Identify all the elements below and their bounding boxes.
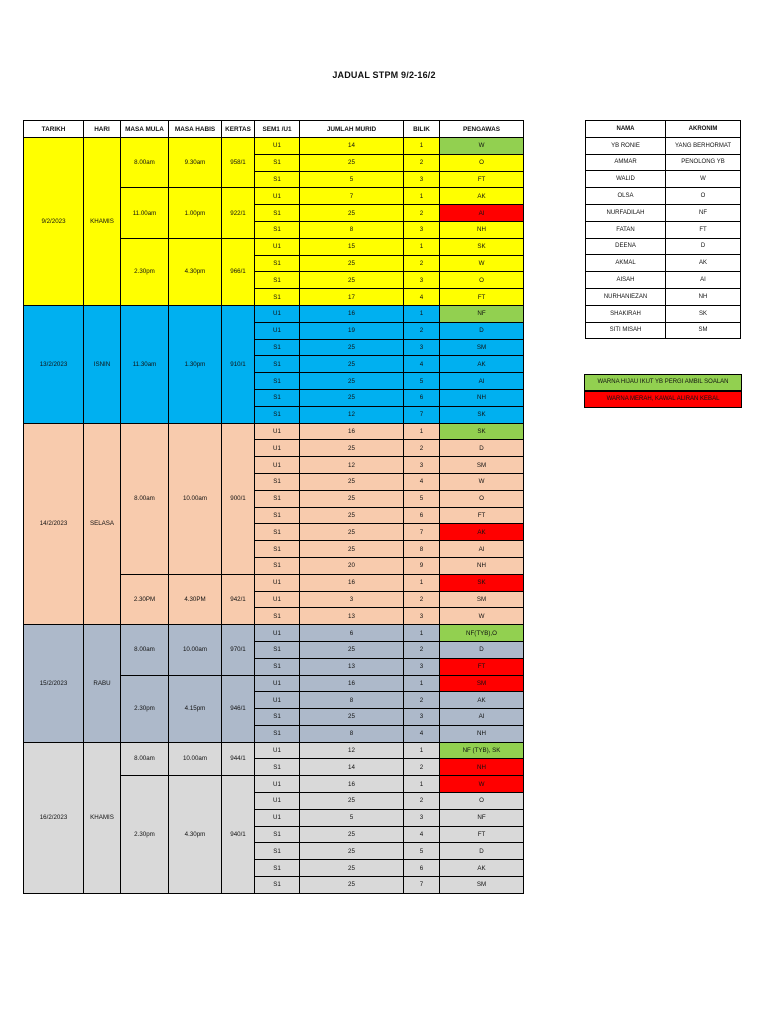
- table-row: [24, 138, 524, 155]
- student-count-cell: 16: [300, 574, 404, 591]
- invigilator-cell: AI: [440, 709, 524, 726]
- legend-acronym-cell: AI: [666, 272, 741, 289]
- student-count-cell: 25: [300, 440, 404, 457]
- semester-cell: U1: [255, 457, 300, 474]
- semester-cell: S1: [255, 356, 300, 373]
- semester-cell: S1: [255, 389, 300, 406]
- header-sem: SEM1 /U1: [255, 121, 300, 138]
- paper-code-cell: 944/1: [222, 742, 255, 776]
- day-cell: KHAMIS: [84, 742, 121, 893]
- room-cell: 2: [404, 641, 440, 658]
- semester-cell: U1: [255, 591, 300, 608]
- room-cell: 2: [404, 759, 440, 776]
- semester-cell: U1: [255, 793, 300, 810]
- legend-row: [586, 272, 741, 289]
- semester-cell: U1: [255, 423, 300, 440]
- invigilator-cell: SM: [440, 675, 524, 692]
- semester-cell: S1: [255, 826, 300, 843]
- start-time-cell: 11.00am: [121, 188, 169, 238]
- room-cell: 1: [404, 776, 440, 793]
- legend-header-row: [586, 121, 741, 138]
- legend-name-cell: NURHANIEZAN: [586, 288, 666, 305]
- legend-row: [586, 154, 741, 171]
- legend-name-cell: NURFADILAH: [586, 204, 666, 221]
- student-count-cell: 13: [300, 658, 404, 675]
- room-cell: 2: [404, 255, 440, 272]
- semester-cell: S1: [255, 860, 300, 877]
- header-jumlah-murid: JUMLAH MURID: [300, 121, 404, 138]
- room-cell: 3: [404, 171, 440, 188]
- end-time-cell: 9.30am: [169, 138, 222, 188]
- legend-name-cell: AMMAR: [586, 154, 666, 171]
- semester-cell: U1: [255, 742, 300, 759]
- room-cell: 1: [404, 188, 440, 205]
- semester-cell: S1: [255, 171, 300, 188]
- invigilator-cell: FT: [440, 289, 524, 306]
- end-time-cell: 10.00am: [169, 625, 222, 675]
- invigilator-cell: AI: [440, 373, 524, 390]
- student-count-cell: 25: [300, 826, 404, 843]
- student-count-cell: 19: [300, 322, 404, 339]
- invigilator-cell: O: [440, 793, 524, 810]
- invigilator-cell: FT: [440, 658, 524, 675]
- invigilator-cell: AK: [440, 860, 524, 877]
- paper-code-cell: 922/1: [222, 188, 255, 238]
- student-count-cell: 25: [300, 541, 404, 558]
- start-time-cell: 2.30pm: [121, 675, 169, 742]
- invigilator-cell: FT: [440, 171, 524, 188]
- student-count-cell: 25: [300, 641, 404, 658]
- room-cell: 4: [404, 725, 440, 742]
- paper-code-cell: 946/1: [222, 675, 255, 742]
- invigilator-cell: W: [440, 473, 524, 490]
- student-count-cell: 12: [300, 742, 404, 759]
- legend-acronym-cell: SM: [666, 322, 741, 339]
- student-count-cell: 25: [300, 877, 404, 894]
- room-cell: 3: [404, 272, 440, 289]
- legend-row: [586, 305, 741, 322]
- room-cell: 5: [404, 843, 440, 860]
- invigilator-cell: W: [440, 255, 524, 272]
- student-count-cell: 17: [300, 289, 404, 306]
- legend-name-cell: AKMAL: [586, 255, 666, 272]
- semester-cell: S1: [255, 272, 300, 289]
- student-count-cell: 25: [300, 255, 404, 272]
- invigilator-cell: AK: [440, 356, 524, 373]
- paper-code-cell: 958/1: [222, 138, 255, 188]
- student-count-cell: 25: [300, 205, 404, 222]
- semester-cell: U1: [255, 675, 300, 692]
- room-cell: 1: [404, 305, 440, 322]
- student-count-cell: 14: [300, 138, 404, 155]
- invigilator-cell: AK: [440, 692, 524, 709]
- legend-row: [586, 137, 741, 154]
- end-time-cell: 1.00pm: [169, 188, 222, 238]
- invigilator-cell: SK: [440, 574, 524, 591]
- semester-cell: S1: [255, 255, 300, 272]
- student-count-cell: 12: [300, 406, 404, 423]
- room-cell: 7: [404, 406, 440, 423]
- semester-cell: S1: [255, 557, 300, 574]
- semester-cell: S1: [255, 205, 300, 222]
- student-count-cell: 25: [300, 793, 404, 810]
- legend-acronym-cell: PENOLONG YB: [666, 154, 741, 171]
- semester-cell: S1: [255, 759, 300, 776]
- invigilator-cell: NH: [440, 389, 524, 406]
- student-count-cell: 16: [300, 423, 404, 440]
- invigilator-cell: FT: [440, 826, 524, 843]
- invigilator-cell: O: [440, 272, 524, 289]
- student-count-cell: 25: [300, 507, 404, 524]
- student-count-cell: 16: [300, 305, 404, 322]
- legend-header-nama: NAMA: [586, 121, 666, 138]
- paper-code-cell: 940/1: [222, 776, 255, 894]
- invigilator-cell: SM: [440, 877, 524, 894]
- invigilator-cell: W: [440, 138, 524, 155]
- student-count-cell: 25: [300, 860, 404, 877]
- invigilator-cell: NH: [440, 557, 524, 574]
- header-masa-habis: MASA HABIS: [169, 121, 222, 138]
- room-cell: 3: [404, 608, 440, 625]
- semester-cell: S1: [255, 641, 300, 658]
- date-cell: 15/2/2023: [24, 625, 84, 743]
- legend-acronym-cell: W: [666, 171, 741, 188]
- room-cell: 4: [404, 473, 440, 490]
- student-count-cell: 14: [300, 759, 404, 776]
- start-time-cell: 2.30PM: [121, 574, 169, 624]
- start-time-cell: 8.00am: [121, 625, 169, 675]
- room-cell: 5: [404, 373, 440, 390]
- note-red: WARNA MERAH, KAWAL ALIRAN KEBAL: [584, 391, 742, 408]
- student-count-cell: 25: [300, 356, 404, 373]
- legend-row: [586, 221, 741, 238]
- start-time-cell: 8.00am: [121, 423, 169, 574]
- semester-cell: S1: [255, 658, 300, 675]
- student-count-cell: 5: [300, 171, 404, 188]
- start-time-cell: 2.30pm: [121, 776, 169, 894]
- student-count-cell: 16: [300, 776, 404, 793]
- legend-acronym-cell: NH: [666, 288, 741, 305]
- invigilator-cell: NH: [440, 759, 524, 776]
- exam-schedule-table: [23, 120, 524, 894]
- student-count-cell: 25: [300, 473, 404, 490]
- semester-cell: S1: [255, 608, 300, 625]
- semester-cell: S1: [255, 490, 300, 507]
- header-masa-mula: MASA MULA: [121, 121, 169, 138]
- legend-acronym-cell: FT: [666, 221, 741, 238]
- legend-name-cell: DEENA: [586, 238, 666, 255]
- invigilator-cell: NF: [440, 305, 524, 322]
- room-cell: 7: [404, 877, 440, 894]
- invigilator-cell: SK: [440, 238, 524, 255]
- end-time-cell: 10.00am: [169, 423, 222, 574]
- invigilator-cell: NH: [440, 221, 524, 238]
- day-cell: RABU: [84, 625, 121, 743]
- semester-cell: S1: [255, 473, 300, 490]
- student-count-cell: 25: [300, 524, 404, 541]
- note-green: WARNA HIJAU IKUT YB PERGI AMBIL SOALAN: [584, 374, 742, 391]
- room-cell: 3: [404, 221, 440, 238]
- semester-cell: U1: [255, 692, 300, 709]
- student-count-cell: 25: [300, 389, 404, 406]
- semester-cell: S1: [255, 373, 300, 390]
- room-cell: 3: [404, 457, 440, 474]
- header-pengawas: PENGAWAS: [440, 121, 524, 138]
- header-row: [24, 121, 524, 138]
- semester-cell: S1: [255, 507, 300, 524]
- room-cell: 1: [404, 238, 440, 255]
- legend-header-akronim: AKRONIM: [666, 121, 741, 138]
- invigilator-cell: SM: [440, 339, 524, 356]
- room-cell: 2: [404, 591, 440, 608]
- invigilator-cell: O: [440, 490, 524, 507]
- legend-acronym-cell: O: [666, 188, 741, 205]
- start-time-cell: 11.30am: [121, 305, 169, 423]
- legend-acronym-cell: SK: [666, 305, 741, 322]
- invigilator-cell: D: [440, 843, 524, 860]
- student-count-cell: 13: [300, 608, 404, 625]
- invigilator-cell: AI: [440, 541, 524, 558]
- invigilator-cell: FT: [440, 507, 524, 524]
- semester-cell: S1: [255, 725, 300, 742]
- legend-row: [586, 238, 741, 255]
- room-cell: 1: [404, 423, 440, 440]
- paper-code-cell: 942/1: [222, 574, 255, 624]
- invigilator-cell: SK: [440, 423, 524, 440]
- table-row: [24, 423, 524, 440]
- end-time-cell: 4.30pm: [169, 238, 222, 305]
- semester-cell: S1: [255, 843, 300, 860]
- legend-name-cell: AISAH: [586, 272, 666, 289]
- semester-cell: U1: [255, 138, 300, 155]
- legend-acronym-cell: NF: [666, 204, 741, 221]
- room-cell: 6: [404, 507, 440, 524]
- student-count-cell: 25: [300, 373, 404, 390]
- student-count-cell: 3: [300, 591, 404, 608]
- legend-acronym-cell: YANG BERHORMAT: [666, 137, 741, 154]
- student-count-cell: 12: [300, 457, 404, 474]
- header-tarikh: TARIKH: [24, 121, 84, 138]
- legend-row: [586, 204, 741, 221]
- semester-cell: S1: [255, 221, 300, 238]
- schedule-body: [24, 138, 524, 894]
- invigilator-cell: O: [440, 154, 524, 171]
- end-time-cell: 1.30pm: [169, 305, 222, 423]
- student-count-cell: 8: [300, 221, 404, 238]
- room-cell: 4: [404, 356, 440, 373]
- invigilator-cell: NF (TYB), SK: [440, 742, 524, 759]
- room-cell: 8: [404, 541, 440, 558]
- invigilator-cell: D: [440, 322, 524, 339]
- invigilator-cell: AK: [440, 524, 524, 541]
- legend-name-cell: FATAN: [586, 221, 666, 238]
- end-time-cell: 10.00am: [169, 742, 222, 776]
- table-row: [24, 625, 524, 642]
- room-cell: 1: [404, 742, 440, 759]
- invigilator-cell: SM: [440, 591, 524, 608]
- semester-cell: S1: [255, 709, 300, 726]
- room-cell: 2: [404, 322, 440, 339]
- legend-row: [586, 322, 741, 339]
- legend-acronym-cell: D: [666, 238, 741, 255]
- legend-name-cell: WALID: [586, 171, 666, 188]
- paper-code-cell: 966/1: [222, 238, 255, 305]
- room-cell: 9: [404, 557, 440, 574]
- room-cell: 6: [404, 860, 440, 877]
- room-cell: 3: [404, 809, 440, 826]
- table-row: [24, 742, 524, 759]
- start-time-cell: 2.30pm: [121, 238, 169, 305]
- date-cell: 9/2/2023: [24, 138, 84, 306]
- end-time-cell: 4.15pm: [169, 675, 222, 742]
- student-count-cell: 25: [300, 843, 404, 860]
- paper-code-cell: 900/1: [222, 423, 255, 574]
- invigilator-cell: AK: [440, 188, 524, 205]
- invigilator-cell: NH: [440, 725, 524, 742]
- date-cell: 16/2/2023: [24, 742, 84, 893]
- semester-cell: S1: [255, 339, 300, 356]
- legend-row: [586, 255, 741, 272]
- acronym-legend-table: [585, 120, 741, 339]
- room-cell: 4: [404, 289, 440, 306]
- room-cell: 1: [404, 675, 440, 692]
- student-count-cell: 25: [300, 339, 404, 356]
- invigilator-cell: AI: [440, 205, 524, 222]
- start-time-cell: 8.00am: [121, 138, 169, 188]
- end-time-cell: 4.30pm: [169, 776, 222, 894]
- semester-cell: S1: [255, 406, 300, 423]
- semester-cell: U1: [255, 574, 300, 591]
- student-count-cell: 8: [300, 692, 404, 709]
- student-count-cell: 15: [300, 238, 404, 255]
- room-cell: 1: [404, 625, 440, 642]
- student-count-cell: 20: [300, 557, 404, 574]
- header-kertas: KERTAS: [222, 121, 255, 138]
- room-cell: 2: [404, 793, 440, 810]
- legend-body: [586, 137, 741, 339]
- student-count-cell: 5: [300, 809, 404, 826]
- paper-code-cell: 970/1: [222, 625, 255, 675]
- semester-cell: U1: [255, 809, 300, 826]
- semester-cell: U1: [255, 188, 300, 205]
- student-count-cell: 16: [300, 675, 404, 692]
- student-count-cell: 6: [300, 625, 404, 642]
- legend-name-cell: SITI MISAH: [586, 322, 666, 339]
- room-cell: 3: [404, 709, 440, 726]
- legend-row: [586, 188, 741, 205]
- semester-cell: S1: [255, 154, 300, 171]
- student-count-cell: 25: [300, 154, 404, 171]
- header-bilik: BILIK: [404, 121, 440, 138]
- semester-cell: U1: [255, 625, 300, 642]
- date-cell: 13/2/2023: [24, 305, 84, 423]
- semester-cell: U1: [255, 238, 300, 255]
- legend-row: [586, 171, 741, 188]
- semester-cell: S1: [255, 289, 300, 306]
- semester-cell: S1: [255, 524, 300, 541]
- student-count-cell: 25: [300, 272, 404, 289]
- legend-row: [586, 288, 741, 305]
- student-count-cell: 25: [300, 709, 404, 726]
- student-count-cell: 8: [300, 725, 404, 742]
- page-title: JADUAL STPM 9/2-16/2: [332, 70, 436, 80]
- legend-name-cell: OLSA: [586, 188, 666, 205]
- date-cell: 14/2/2023: [24, 423, 84, 625]
- day-cell: SELASA: [84, 423, 121, 625]
- semester-cell: U1: [255, 305, 300, 322]
- student-count-cell: 7: [300, 188, 404, 205]
- invigilator-cell: NF: [440, 809, 524, 826]
- invigilator-cell: D: [440, 641, 524, 658]
- room-cell: 4: [404, 826, 440, 843]
- legend-acronym-cell: AK: [666, 255, 741, 272]
- room-cell: 5: [404, 490, 440, 507]
- invigilator-cell: W: [440, 776, 524, 793]
- room-cell: 2: [404, 692, 440, 709]
- invigilator-cell: W: [440, 608, 524, 625]
- end-time-cell: 4.30PM: [169, 574, 222, 624]
- room-cell: 6: [404, 389, 440, 406]
- room-cell: 2: [404, 154, 440, 171]
- invigilator-cell: SM: [440, 457, 524, 474]
- student-count-cell: 25: [300, 490, 404, 507]
- semester-cell: S1: [255, 877, 300, 894]
- room-cell: 1: [404, 138, 440, 155]
- header-hari: HARI: [84, 121, 121, 138]
- room-cell: 2: [404, 205, 440, 222]
- room-cell: 7: [404, 524, 440, 541]
- room-cell: 3: [404, 339, 440, 356]
- room-cell: 3: [404, 658, 440, 675]
- invigilator-cell: NF(TYB),O: [440, 625, 524, 642]
- legend-name-cell: SHAKIRAH: [586, 305, 666, 322]
- start-time-cell: 8.00am: [121, 742, 169, 776]
- semester-cell: U1: [255, 322, 300, 339]
- semester-cell: U1: [255, 440, 300, 457]
- semester-cell: U1: [255, 776, 300, 793]
- room-cell: 1: [404, 574, 440, 591]
- room-cell: 2: [404, 440, 440, 457]
- day-cell: KHAMIS: [84, 138, 121, 306]
- table-row: [24, 305, 524, 322]
- invigilator-cell: D: [440, 440, 524, 457]
- invigilator-cell: SK: [440, 406, 524, 423]
- semester-cell: S1: [255, 541, 300, 558]
- legend-name-cell: YB RONIE: [586, 137, 666, 154]
- paper-code-cell: 910/1: [222, 305, 255, 423]
- day-cell: ISNIN: [84, 305, 121, 423]
